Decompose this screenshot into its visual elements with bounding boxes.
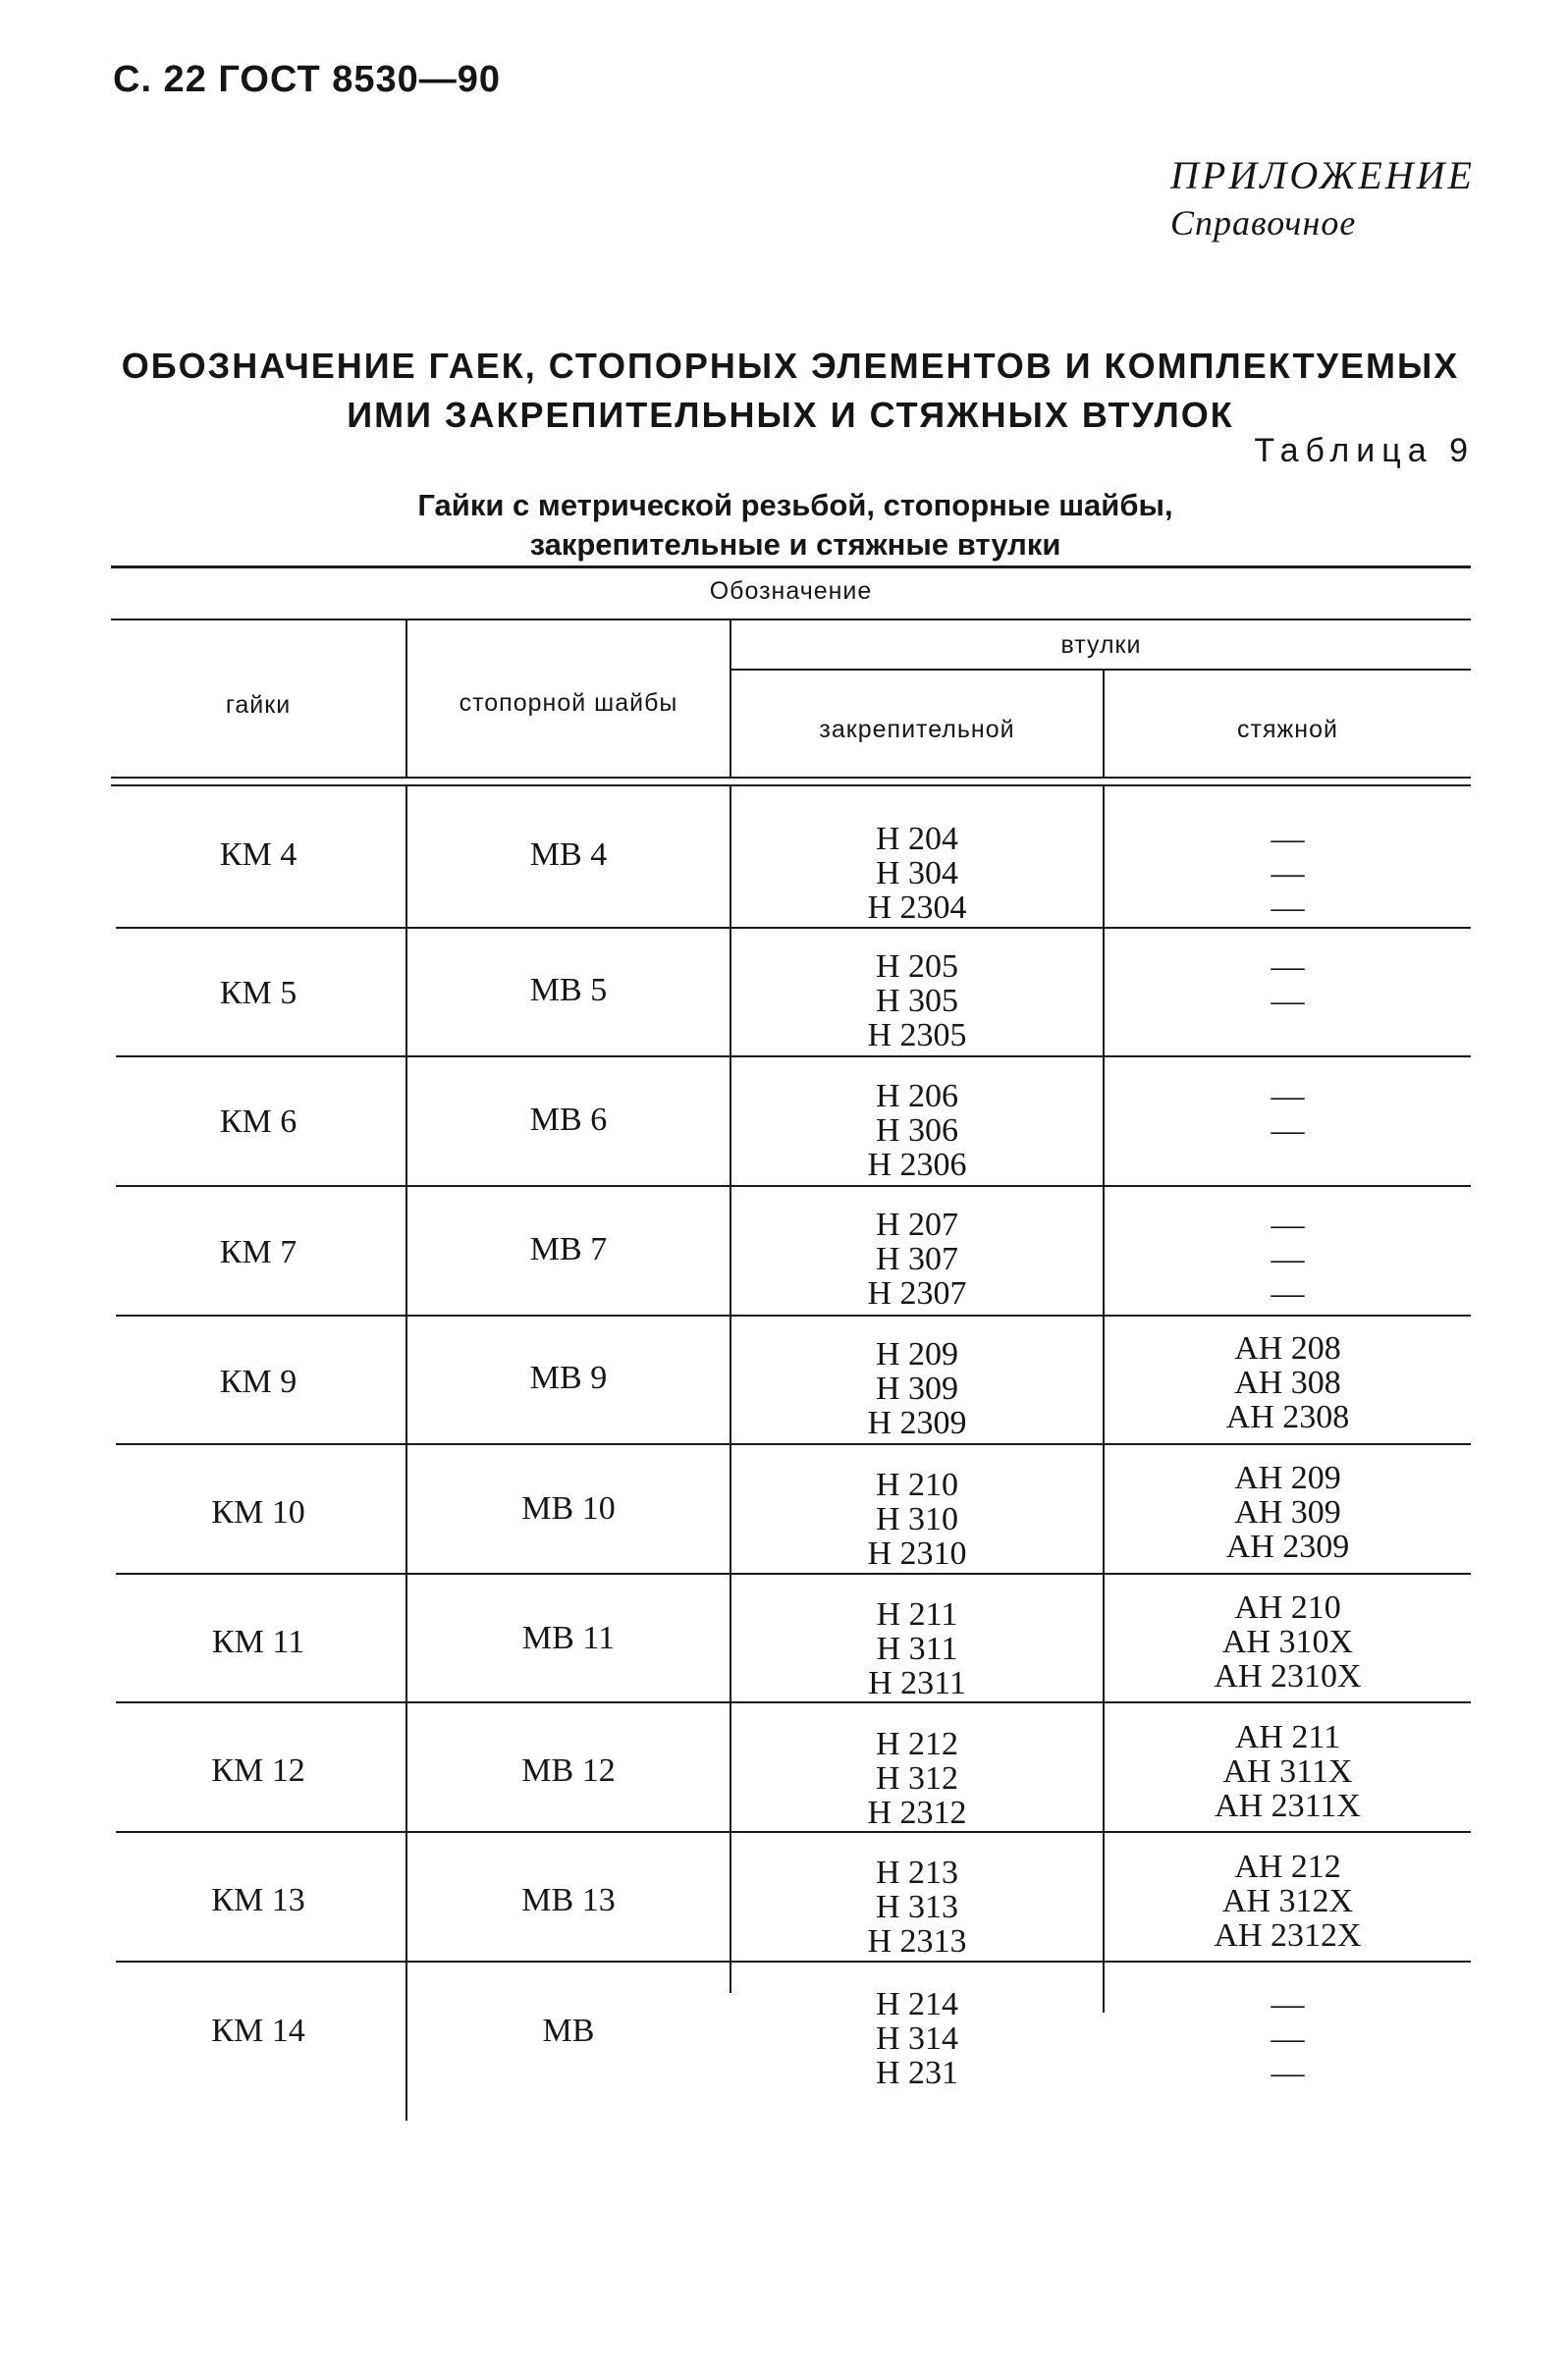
table-number: Таблица 9: [1254, 432, 1475, 469]
adapter-value: Н 204: [875, 821, 959, 857]
adapter-value: Н 306: [875, 1112, 959, 1149]
header-adapter: закрепительной: [819, 716, 1015, 743]
nut-cell: КМ 10: [211, 1494, 305, 1531]
adapter-value: Н 2312: [867, 1795, 967, 1831]
withdrawal-value: АН 211: [1234, 1719, 1341, 1755]
adapter-value: Н 210: [875, 1467, 959, 1503]
washer-cell: МВ 5: [529, 972, 608, 1008]
withdrawal-value: АН 309: [1234, 1494, 1341, 1531]
main-title: [108, 342, 1473, 440]
withdrawal-value: АН 310Х: [1221, 1624, 1354, 1660]
withdrawal-value: АН 308: [1234, 1365, 1341, 1401]
adapter-value: Н 309: [875, 1371, 959, 1407]
header-bottom-rule: [111, 777, 1471, 779]
appendix-block: [1170, 152, 1475, 243]
withdrawal-cell: [1105, 1987, 1471, 2090]
group-header-rule: [111, 619, 1471, 620]
adapter-value: Н 310: [875, 1501, 959, 1537]
washer-cell: МВ 6: [529, 1102, 608, 1138]
adapter-value: Н 304: [875, 855, 959, 891]
adapter-value: Н 211: [876, 1596, 958, 1633]
nut-cell: КМ 11: [211, 1624, 305, 1660]
withdrawal-value: АН 312Х: [1221, 1883, 1354, 1919]
main-title-line1: ОБОЗНАЧЕНИЕ ГАЕК, СТОПОРНЫХ ЭЛЕМЕНТОВ И КОМПЛЕКТУЕМЫХ: [121, 346, 1460, 386]
adapter-value: Н 206: [875, 1078, 959, 1114]
nut-cell: КМ 12: [211, 1752, 305, 1789]
withdrawal-value: —: [1271, 983, 1305, 1019]
sleeves-header-rule: [731, 669, 1471, 671]
withdrawal-cell: [1105, 949, 1471, 1018]
withdrawal-value: —: [1271, 1986, 1305, 2022]
table-caption: [324, 486, 1267, 565]
adapter-value: Н 311: [876, 1631, 958, 1667]
withdrawal-cell: [1105, 1720, 1471, 1823]
adapter-value: Н 313: [875, 1889, 959, 1925]
withdrawal-value: —: [1271, 889, 1305, 926]
adapter-value: Н 2310: [867, 1535, 967, 1572]
washer-cell: МВ 13: [521, 1882, 616, 1918]
nut-cell: КМ 14: [211, 2013, 305, 2049]
adapter-value: Н 212: [875, 1726, 959, 1762]
withdrawal-value: —: [1271, 2020, 1305, 2057]
withdrawal-value: АН 209: [1234, 1460, 1341, 1496]
withdrawal-cell: [1105, 1079, 1471, 1148]
washer-cell: МВ 11: [521, 1620, 616, 1656]
adapter-value: Н 2313: [867, 1923, 967, 1960]
washer-cell: МВ 4: [529, 836, 608, 873]
withdrawal-cell: [1105, 1590, 1471, 1694]
adapter-cell: [731, 949, 1103, 1052]
nut-cell: КМ 5: [219, 975, 297, 1011]
withdrawal-value: —: [1271, 1207, 1305, 1243]
page-header: С. 22 ГОСТ 8530—90: [113, 59, 502, 100]
adapter-cell: [731, 1597, 1103, 1700]
washer-cell: МВ: [542, 2013, 595, 2049]
adapter-cell: [731, 1079, 1103, 1182]
adapter-value: Н 231: [875, 2055, 959, 2091]
table-top-rule: [111, 565, 1471, 568]
row-separator: [116, 1315, 1471, 1317]
washer-cell: МВ 7: [529, 1231, 608, 1267]
adapter-cell: [731, 1337, 1103, 1440]
header-washer: стопорной шайбы: [459, 689, 678, 717]
adapter-value: Н 2304: [867, 889, 967, 926]
adapter-value: Н 307: [875, 1241, 959, 1277]
withdrawal-cell: [1105, 822, 1471, 925]
header-bottom-rule-2: [111, 784, 1471, 786]
washer-cell: МВ 10: [521, 1490, 616, 1527]
nut-cell: КМ 6: [219, 1104, 297, 1140]
nut-cell: КМ 7: [219, 1234, 297, 1270]
appendix-subtitle: Справочное: [1170, 203, 1357, 242]
withdrawal-value: —: [1271, 1112, 1305, 1149]
row-separator: [116, 1055, 1471, 1057]
withdrawal-value: АН 208: [1234, 1330, 1341, 1367]
adapter-value: Н 209: [875, 1336, 959, 1373]
adapter-value: Н 2307: [867, 1275, 967, 1312]
row-separator: [116, 1701, 1471, 1703]
withdrawal-value: —: [1271, 1275, 1305, 1312]
row-separator: [116, 1573, 1471, 1575]
adapter-cell: [731, 822, 1103, 925]
withdrawal-value: —: [1271, 855, 1305, 891]
adapter-value: Н 207: [875, 1207, 959, 1243]
table-caption-line2: закрепительные и стяжные втулки: [529, 527, 1061, 562]
adapter-cell: [731, 1856, 1103, 1959]
washer-cell: МВ 12: [521, 1752, 616, 1789]
nut-cell: КМ 4: [219, 836, 297, 873]
adapter-value: Н 2306: [867, 1147, 967, 1183]
withdrawal-cell: [1105, 1208, 1471, 1311]
withdrawal-value: —: [1271, 1078, 1305, 1114]
header-nuts: гайки: [225, 691, 292, 719]
header-designation: Обозначение: [709, 577, 873, 605]
row-separator: [116, 1185, 1471, 1187]
washer-cell: МВ 9: [529, 1360, 608, 1396]
row-separator: [116, 927, 1471, 929]
withdrawal-value: АН 212: [1234, 1849, 1341, 1885]
adapter-value: Н 2309: [867, 1405, 967, 1441]
withdrawal-value: АН 2308: [1225, 1399, 1350, 1435]
withdrawal-value: АН 2310Х: [1214, 1658, 1362, 1695]
adapter-value: Н 314: [875, 2020, 959, 2057]
withdrawal-value: АН 2312Х: [1214, 1917, 1362, 1954]
adapter-value: Н 213: [875, 1855, 959, 1891]
row-separator: [116, 1961, 1471, 1963]
withdrawal-value: —: [1271, 948, 1305, 985]
withdrawal-value: АН 210: [1234, 1589, 1341, 1626]
adapter-value: Н 2311: [868, 1665, 966, 1701]
withdrawal-cell: [1105, 1461, 1471, 1564]
withdrawal-value: АН 2311Х: [1215, 1788, 1361, 1824]
withdrawal-value: —: [1271, 1241, 1305, 1277]
withdrawal-value: АН 311Х: [1222, 1753, 1353, 1790]
withdrawal-cell: [1105, 1850, 1471, 1953]
adapter-value: Н 305: [875, 983, 959, 1019]
row-separator: [116, 1443, 1471, 1445]
nut-cell: КМ 13: [211, 1882, 305, 1918]
row-separator: [116, 1831, 1471, 1833]
withdrawal-value: —: [1271, 2055, 1305, 2091]
adapter-value: Н 2305: [867, 1017, 967, 1053]
adapter-value: Н 312: [875, 1760, 959, 1797]
adapter-cell: [731, 1727, 1103, 1830]
adapter-value: Н 205: [875, 948, 959, 985]
withdrawal-value: —: [1271, 821, 1305, 857]
adapter-cell: [731, 1468, 1103, 1571]
withdrawal-cell: [1105, 1331, 1471, 1434]
table-caption-line1: Гайки с метрической резьбой, стопорные шайбы,: [417, 488, 1173, 522]
adapter-value: Н 214: [875, 1986, 959, 2022]
appendix-title: ПРИЛОЖЕНИЕ: [1170, 153, 1475, 197]
adapter-cell: [731, 1208, 1103, 1311]
main-title-line2: ИМИ ЗАКРЕПИТЕЛЬНЫХ И СТЯЖНЫХ ВТУЛОК: [347, 395, 1234, 435]
header-sleeves: втулки: [1060, 631, 1142, 659]
header-withdrawal: стяжной: [1237, 716, 1338, 743]
nut-cell: КМ 9: [219, 1364, 297, 1400]
adapter-cell: [731, 1987, 1103, 2090]
withdrawal-value: АН 2309: [1225, 1529, 1350, 1565]
